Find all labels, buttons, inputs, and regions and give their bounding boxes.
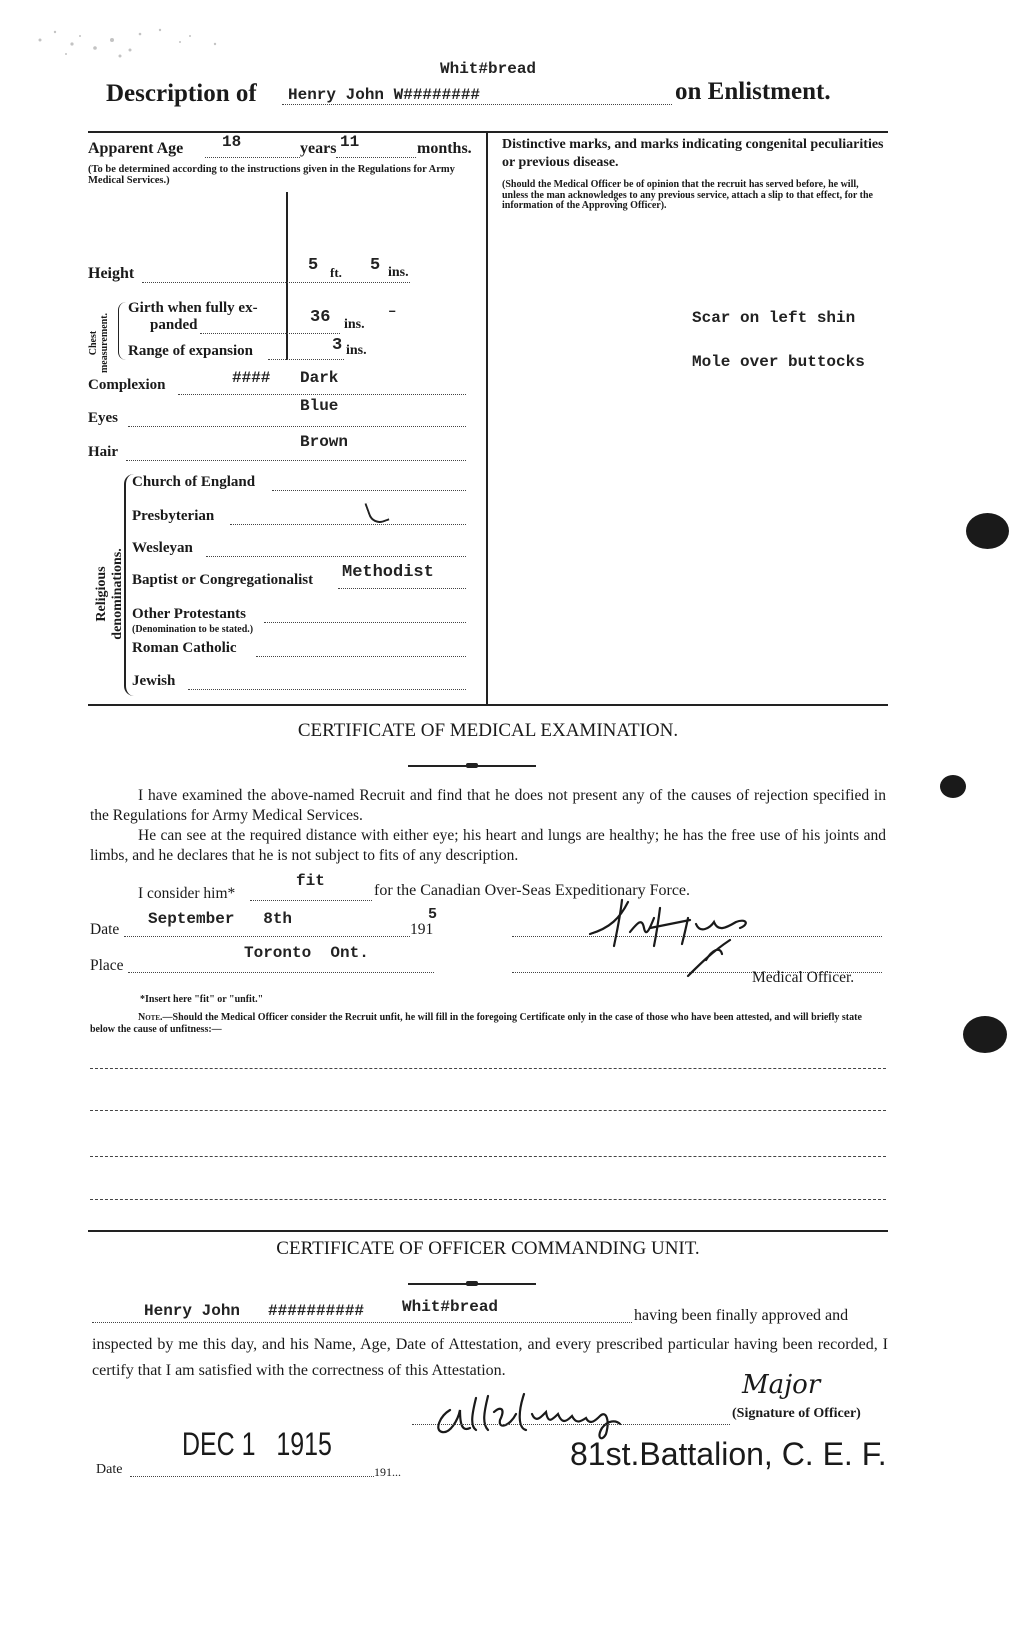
unfit-note [90, 1012, 886, 1036]
religion-presbyterian: Presbyterian [132, 508, 215, 524]
name-line [282, 104, 672, 105]
religion-side-label: Religious denominations. [94, 548, 125, 640]
medical-para-2: He can see at the required distance with either eye; his heart and lungs are healthy; he has the free use of his joints and limbs, and he declares that he is not subject to fits of any description. [90, 827, 886, 864]
unfitness-line-2[interactable] [90, 1110, 886, 1111]
top-rule [88, 131, 888, 133]
punch-hole-icon [940, 775, 966, 798]
name-correction: Whit#bread [440, 60, 537, 78]
place-label: Place [90, 957, 124, 974]
religion-line [264, 622, 466, 623]
distinctive-marks-heading: Distinctive marks, and marks indicating congenital peculiarities or previous disease. [502, 137, 884, 170]
medical-officer-signature [580, 888, 780, 978]
scribble-mark-icon [20, 14, 230, 58]
hair-label: Hair [88, 444, 118, 460]
upper-section-bottom-rule [88, 704, 888, 706]
height-label: Height [88, 265, 135, 282]
distinctive-marks-note: (Should the Medical Officer be of opinion that the recruit has served before, he will, unless the man acknowledges to any previous service, attach a slip to that effect, for the information of the Approving Officer). [502, 179, 873, 211]
height-line [142, 282, 410, 283]
title-prefix: Description of [106, 80, 257, 107]
age-months-line [336, 157, 416, 158]
age-note: (To be determined according to the instructions given in the Regulations for Army Medical Services.) [88, 164, 455, 186]
officer-rank: Major [742, 1370, 821, 1400]
consider-value: fit [296, 872, 325, 890]
distinctive-mark-1: Scar on left shin [692, 309, 856, 327]
religion-wesleyan: Wesleyan [132, 540, 193, 556]
distinctive-mark-2: Mole over buttocks [692, 353, 865, 371]
commanding-name-corrected: Whit#bread [402, 1298, 499, 1316]
unit-stamp: 81st.Battalion, C. E. F. [570, 1436, 887, 1472]
commanding-certificate-title: CERTIFICATE OF OFFICER COMMANDING UNIT. [276, 1238, 700, 1259]
age-years-value: 18 [222, 133, 242, 151]
eyes-line [128, 426, 466, 427]
place-value: Toronto Ont. [244, 944, 369, 962]
check-mark-icon [364, 498, 389, 527]
religion-line [338, 588, 466, 589]
year-printed: 191... [374, 1465, 401, 1479]
girth-label-1: Girth when fully ex- [128, 300, 258, 316]
note-lead: Note. [138, 1012, 163, 1023]
age-label: Apparent Age [88, 140, 184, 157]
range-value: 3 [332, 336, 343, 355]
center-divider [486, 132, 488, 704]
consider-line [250, 900, 372, 901]
date-line [124, 936, 410, 937]
punch-hole-icon [963, 1016, 1007, 1053]
religion-line [230, 524, 466, 525]
complexion-label: Complexion [88, 377, 166, 393]
religion-line [206, 556, 466, 557]
religion-church-of-england: Church of England [132, 474, 256, 490]
age-years-line [205, 157, 300, 158]
place-line [128, 972, 434, 973]
chest-brace-icon [118, 302, 127, 360]
religion-roman-catholic: Roman Catholic [132, 640, 237, 656]
fit-footnote: *Insert here "fit" or "unfit." [140, 994, 264, 1005]
religion-value: Methodist [342, 563, 434, 582]
officer-signature-line [412, 1424, 730, 1425]
medical-certificate-title: CERTIFICATE OF MEDICAL EXAMINATION. [297, 720, 679, 741]
religion-line [272, 490, 466, 491]
commanding-officer-signature [420, 1380, 740, 1440]
unfitness-line-1[interactable] [90, 1068, 886, 1069]
note-text: —Should the Medical Officer consider the Recruit unfit, he will fill in the foregoing Certificate only in the case of those who have been attested, and will briefly state below the cause of unfitness:— [90, 1012, 862, 1035]
complexion-value: Dark [300, 369, 339, 387]
unfitness-line-4[interactable] [90, 1199, 886, 1200]
year-prefix: 191 [410, 921, 434, 938]
religion-baptist: Baptist or Congregationalist [132, 572, 314, 588]
date-value: September 8th [148, 910, 293, 928]
other-protestants-note: (Denomination to be stated.) [132, 624, 254, 635]
name-typed: Henry John W######## [288, 86, 481, 104]
years-label: years [300, 140, 337, 157]
signature-label: (Signature of Officer) [732, 1406, 861, 1421]
commanding-date-line [130, 1476, 374, 1477]
complexion-line [178, 394, 466, 395]
girth-unit: ins. [344, 317, 365, 332]
range-label: Range of expansion [128, 343, 254, 359]
girth-mark: – [388, 304, 397, 320]
title-ornament-knot [466, 1281, 478, 1286]
commanding-para-start: having been finally approved and [634, 1307, 849, 1324]
punch-hole-icon [966, 513, 1009, 549]
religion-other-protestants: Other Protestants [132, 606, 247, 622]
date-stamp: DEC 1 1915 [182, 1426, 332, 1462]
year-digit: 5 [428, 906, 438, 923]
religion-line [256, 656, 466, 657]
page-title [90, 78, 870, 112]
height-ft-value: 5 [308, 256, 319, 275]
title-ornament-knot [466, 763, 478, 768]
eyes-label: Eyes [88, 410, 118, 426]
months-label: months. [417, 140, 472, 157]
hair-line [126, 460, 466, 461]
margin-scribble [20, 14, 230, 58]
consider-suffix: for the Canadian Over-Seas Expeditionary Force. [374, 882, 691, 899]
commanding-name-line [92, 1322, 632, 1323]
commanding-name-struck: ########## [268, 1302, 365, 1320]
left-inner-divider [286, 192, 288, 360]
religion-line [188, 689, 466, 690]
ft-label: ft. [330, 265, 342, 280]
range-line [268, 359, 344, 360]
commanding-para-rest: inspected by me this day, and his Name, Age, Date of Attestation, and every prescribed particular having been recorded, I certify that I am satisfied with the correctness of this Attestation. [92, 1336, 888, 1379]
medical-section-bottom-rule [88, 1230, 888, 1232]
chest-side-label: Chest measurement. [88, 312, 110, 374]
girth-value: 36 [310, 308, 331, 327]
eyes-value: Blue [300, 397, 339, 415]
range-unit: ins. [346, 343, 367, 358]
height-ins-value: 5 [370, 256, 381, 275]
complexion-struck: #### [232, 369, 271, 387]
commanding-name-typed: Henry John [144, 1302, 241, 1320]
consider-prefix: I consider him* [138, 885, 236, 902]
medical-para-1: I have examined the above-named Recruit and find that he does not present any of the causes of rejection specified in the Regulations for Army Medical Services. [90, 787, 886, 824]
religion-jewish: Jewish [132, 673, 176, 689]
title-suffix: on Enlistment. [675, 78, 831, 105]
hair-value: Brown [300, 433, 349, 451]
girth-label-2: panded [150, 317, 198, 333]
ins-label: ins. [388, 265, 409, 280]
commanding-date-label: Date [96, 1462, 123, 1477]
girth-line [200, 333, 340, 334]
medical-officer-label: Medical Officer. [752, 969, 855, 986]
age-months-value: 11 [340, 133, 360, 151]
unfitness-line-3[interactable] [90, 1156, 886, 1157]
date-label: Date [90, 921, 120, 938]
